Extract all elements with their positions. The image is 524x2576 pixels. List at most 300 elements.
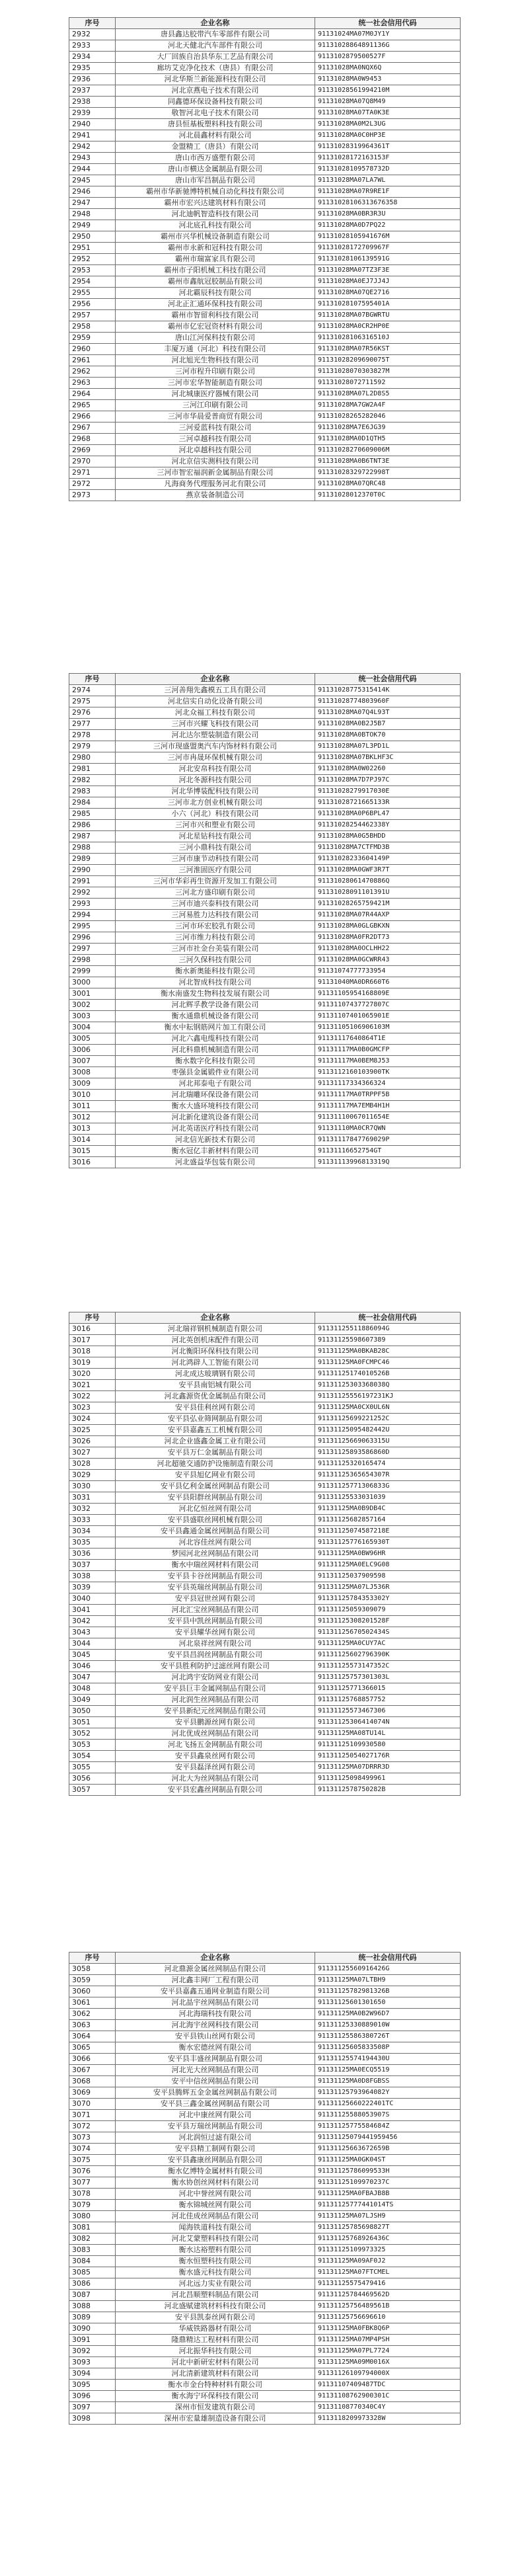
company-name: 三河市康节动科技有限公司 (116, 854, 315, 865)
company-name: 闻海铁道科技有限公司 (116, 2222, 315, 2234)
company-name: 河北飞扬五金网制品有限公司 (116, 1740, 315, 1751)
company-name: 霸州市永新和冠科技有限公司 (116, 243, 315, 254)
credit-code: 91131125MA0CX0UL6N (315, 1402, 461, 1414)
credit-code: 91131028319964361T (315, 141, 461, 153)
table-row (69, 1033, 461, 1045)
credit-code: 9113118209973328W (315, 2413, 461, 2425)
table-row (69, 164, 461, 175)
company-name: 安平县万仁金属制品有限公司 (116, 1447, 315, 1459)
table-row (69, 1414, 461, 1425)
company-name: 安平中信丝网制品有限公司 (116, 2076, 315, 2087)
credit-code: 91131108762900301C (315, 2391, 461, 2402)
row-index: 3052 (69, 1728, 116, 1740)
company-name: 三河江印刷有限公司 (116, 400, 315, 411)
credit-code: 91131117MA0TRPPF5B (315, 1090, 461, 1101)
row-index: 2960 (69, 344, 116, 355)
table-row (69, 1695, 461, 1706)
table-row (69, 786, 461, 797)
row-index: 2979 (69, 741, 116, 752)
company-name: 安平县新纪元丝网制品有限公司 (116, 1706, 315, 1717)
row-index: 2972 (69, 479, 116, 490)
row-index: 3005 (69, 1033, 116, 1045)
credit-code: 91131125786099533H (315, 2166, 461, 2177)
company-name: 霸州市子阳机械工科技有限公司 (116, 265, 315, 276)
row-index: 2965 (69, 400, 116, 411)
company-name: 安平县腾辉五金金属丝网制品有限公司 (116, 2087, 315, 2099)
row-index: 3040 (69, 1593, 116, 1605)
table-row (69, 2290, 461, 2301)
table-row (69, 988, 461, 1000)
company-name: 唐县恒基板塑料科技有限公司 (116, 119, 315, 130)
company-name: 三河市现盛盟奥汽车内饰材料有限公司 (116, 741, 315, 752)
company-name: 安平县英瑞丝网制品有限公司 (116, 1582, 315, 1593)
credit-code: 9113102879500527F (315, 52, 461, 63)
company-name: 安平县阳群丝网制品有限公司 (116, 1492, 315, 1504)
credit-code: 91131028MA07BKLHF3C (315, 752, 461, 764)
row-index: 3086 (69, 2278, 116, 2290)
company-name: 河北光大丝网制品有限公司 (116, 2065, 315, 2076)
credit-code: 91131125771366015 (315, 1683, 461, 1695)
credit-code: 91131110067011654E (315, 1112, 461, 1123)
credit-code: 91131028775315414K (315, 685, 461, 696)
credit-code: 91131028MA0W02260 (315, 764, 461, 775)
table-row (69, 2301, 461, 2312)
table-row (69, 1616, 461, 1627)
table-row (69, 775, 461, 786)
credit-code: 91131125308201528F (315, 1616, 461, 1627)
row-index: 3050 (69, 1706, 116, 1717)
table-row (69, 265, 461, 276)
credit-code: 91131028012370T0C (315, 490, 461, 501)
row-index: 3087 (69, 2290, 116, 2301)
row-index: 3074 (69, 2144, 116, 2155)
table-row (69, 220, 461, 231)
table-row (69, 809, 461, 820)
row-index: 2940 (69, 119, 116, 130)
row-index: 3011 (69, 1101, 116, 1112)
table-row (69, 865, 461, 876)
company-name: 三河易胜力达科技有限公司 (116, 910, 315, 921)
row-index: 3041 (69, 1605, 116, 1616)
row-index: 2957 (69, 310, 116, 321)
row-index: 3048 (69, 1683, 116, 1695)
table-row (69, 1964, 461, 1975)
credit-code: 91131125MA09AF0J2 (315, 2256, 461, 2267)
credit-code: 91131116652754GT (315, 1146, 461, 1157)
company-name: 安平县丰盛丝网制品有限公司 (116, 2054, 315, 2065)
row-index: 2977 (69, 719, 116, 730)
company-name: 衡水中瑞丝网材料有限公司 (116, 1560, 315, 1571)
row-index: 2963 (69, 378, 116, 389)
row-index: 3073 (69, 2132, 116, 2144)
credit-code: 91131125511886094G (315, 1324, 461, 1335)
credit-code: 91131125109970237C (315, 2177, 461, 2189)
company-name: 大厂回族自治县华东工艺品有限公司 (116, 52, 315, 63)
company-name: 河北盛赋建筑材料科技有限公司 (116, 2301, 315, 2312)
row-index: 2966 (69, 411, 116, 423)
table-row (69, 1537, 461, 1549)
company-name: 安平县磊泽丝网有限公司 (116, 1762, 315, 1773)
table-row (69, 1425, 461, 1436)
company-name: 霸州市亿宏冠资材料有限公司 (116, 321, 315, 333)
row-index: 3031 (69, 1492, 116, 1504)
company-name: 河北晶宇丝网制品有限公司 (116, 1997, 315, 2009)
credit-code: 91131125756489561B (315, 2301, 461, 2312)
company-name: 河北正汇通环保科技有限公司 (116, 299, 315, 310)
table-row (69, 1481, 461, 1492)
table-row (69, 411, 461, 423)
row-index: 2955 (69, 288, 116, 299)
table-row (69, 944, 461, 955)
table-row (69, 741, 461, 752)
table-row (69, 1549, 461, 1560)
table-row (69, 2166, 461, 2177)
table-row (69, 85, 461, 97)
company-name: 河北达尔塑装制造有限公司 (116, 730, 315, 741)
table-row (69, 243, 461, 254)
table-row (69, 1650, 461, 1661)
table-row (69, 175, 461, 186)
table-row (69, 74, 461, 85)
company-name: 河北远力实业有限公司 (116, 2278, 315, 2290)
row-index: 3032 (69, 1504, 116, 1515)
company-name: 河北优成丝网制品有限公司 (116, 1728, 315, 1740)
column-header-index: 序号 (69, 1312, 116, 1324)
table-row (69, 1661, 461, 1672)
row-index: 3061 (69, 1997, 116, 2009)
row-index: 2954 (69, 276, 116, 288)
credit-code: 91131028MA07Q8M49 (315, 97, 461, 108)
company-name: 唐山江河保科技有限公司 (116, 333, 315, 344)
credit-code: 91131028MA0EJ7JJ4J (315, 276, 461, 288)
company-name: 河北六鑫电缆科技有限公司 (116, 1033, 315, 1045)
table-row (69, 310, 461, 321)
row-index: 3082 (69, 2234, 116, 2245)
row-index: 2991 (69, 876, 116, 887)
credit-code: 91131028MA07LA7WL (315, 175, 461, 186)
credit-code: 91131125782981326B (315, 1986, 461, 1997)
company-name: 河北佳成丝网制品有限公司 (116, 2211, 315, 2222)
column-header-company-name: 企业名称 (116, 1312, 315, 1324)
table-row (69, 97, 461, 108)
company-table-page-2 (69, 673, 461, 1168)
company-name: 衡水南盛发生物科技发展有限公司 (116, 988, 315, 1000)
company-name: 河北中誉丝网有限公司 (116, 2189, 315, 2200)
table-row (69, 1067, 461, 1078)
company-name: 三河市智宏福润新金属制品有限公司 (116, 467, 315, 479)
credit-code: 91131028MA07QRC48 (315, 479, 461, 490)
table-row (69, 40, 461, 52)
company-name: 安平县鹏源丝网有限公司 (116, 1717, 315, 1728)
credit-code: 91131028106316510J (315, 333, 461, 344)
row-index: 2941 (69, 130, 116, 141)
credit-code: 91131125556197231KJ (315, 1391, 461, 1402)
table-row (69, 1045, 461, 1056)
credit-code: 91131113996813319Q (315, 1157, 461, 1168)
row-index: 2967 (69, 423, 116, 434)
company-name: 安平县卡谷丝网制品有限公司 (116, 1571, 315, 1582)
table-row (69, 2009, 461, 2020)
credit-code: 91131028MA07BGWRTU (315, 310, 461, 321)
company-name: 河北鸿宇安防网业有限公司 (116, 1672, 315, 1683)
credit-code: 91131028070303827M (315, 366, 461, 378)
company-name: 衡水中耘钢筋网片加工有限公司 (116, 1022, 315, 1033)
row-index: 2956 (69, 299, 116, 310)
credit-code: 91131125MA0D8FGBSS (315, 2076, 461, 2087)
table-row (69, 2200, 461, 2211)
company-name: 深州市宏量雄制造设备有限公司 (116, 2413, 315, 2425)
company-name: 敬智河北电子技术有限公司 (116, 108, 315, 119)
credit-code: 91131028MA0CR2HP0E (315, 321, 461, 333)
credit-code: 91131125MA0ELC9G08 (315, 1560, 461, 1571)
row-index: 2970 (69, 456, 116, 467)
row-index: 3007 (69, 1056, 116, 1067)
credit-code: 91131125785698827T (315, 2222, 461, 2234)
company-name: 三河市维力科技有限公司 (116, 932, 315, 944)
row-index: 3016 (69, 1157, 116, 1168)
row-index: 2934 (69, 52, 116, 63)
row-index: 3020 (69, 1369, 116, 1380)
table-row (69, 445, 461, 456)
table-row (69, 1975, 461, 1986)
credit-code: 91131125575479416 (315, 2278, 461, 2290)
row-index: 3047 (69, 1672, 116, 1683)
table-row (69, 797, 461, 809)
row-index: 2943 (69, 153, 116, 164)
table-row (69, 2267, 461, 2278)
table-row (69, 1470, 461, 1481)
company-name: 衡水宏德丝网有限公司 (116, 2042, 315, 2054)
credit-code: 91131125MA07FTCMEL (315, 2267, 461, 2278)
company-name: 河北华博装配科技有限公司 (116, 786, 315, 797)
table-row (69, 1335, 461, 1346)
table-row (69, 2065, 461, 2076)
credit-code: 91131125037909598 (315, 1571, 461, 1582)
company-name: 三河市冉晟环保机械有限公司 (116, 752, 315, 764)
table-row (69, 2042, 461, 2054)
company-name: 河北泉祥丝网有限公司 (116, 1638, 315, 1650)
credit-code: 91131028MA0D1QTH5 (315, 434, 461, 445)
company-name: 河北华斯兰新能源科技有限公司 (116, 74, 315, 85)
credit-code: 91131028MA0C0HP3E (315, 130, 461, 141)
row-index: 2976 (69, 707, 116, 719)
company-name: 三河市社金台美装有限公司 (116, 944, 315, 955)
credit-code: 91131117MA0BEM8J53 (315, 1056, 461, 1067)
table-row (69, 1346, 461, 1357)
row-index: 2947 (69, 198, 116, 209)
table-row (69, 1056, 461, 1067)
company-table-page-4 (69, 1952, 461, 2425)
credit-code: 91131125768926436C (315, 2234, 461, 2245)
row-index: 2998 (69, 955, 116, 966)
row-index: 2973 (69, 490, 116, 501)
company-name: 安平县中凯丝网制品有限公司 (116, 1616, 315, 1627)
row-index: 2984 (69, 797, 116, 809)
company-name: 衡水大盛环境科技有限公司 (116, 1101, 315, 1112)
company-name: 河北容佳丝网有限公司 (116, 1537, 315, 1549)
table-row (69, 333, 461, 344)
credit-code: 91131125756696610 (315, 2312, 461, 2323)
table-row (69, 842, 461, 854)
credit-code: 91131024MA07M0JY1Y (315, 29, 461, 40)
table-row (69, 1717, 461, 1728)
row-index: 2990 (69, 865, 116, 876)
column-header-index: 序号 (69, 1952, 116, 1964)
credit-code: 91131125670502434S (315, 1627, 461, 1638)
table-row (69, 707, 461, 719)
table-row (69, 921, 461, 932)
company-name: 河北汇宝丝网制品有限公司 (116, 1605, 315, 1616)
credit-code: 91131028MA07TZ3F3E (315, 265, 461, 276)
table-row (69, 910, 461, 921)
credit-code: 91131028MA07Q4L93T (315, 707, 461, 719)
row-index: 2995 (69, 921, 116, 932)
company-name: 安平县旭亿网业有限公司 (116, 1470, 315, 1481)
credit-code: 91131125893586860D (315, 1447, 461, 1459)
table-row (69, 434, 461, 445)
table-row (69, 1391, 461, 1402)
row-index: 2980 (69, 752, 116, 764)
credit-code: 91131117847769029P (315, 1135, 461, 1146)
company-name: 河北京信实测科技有限公司 (116, 456, 315, 467)
table-row (69, 2312, 461, 2323)
table-row (69, 977, 461, 988)
credit-code: 91131028209690075T (315, 355, 461, 366)
credit-code: 91131125MA0BW96HR (315, 1549, 461, 1560)
company-table-page-1 (69, 17, 461, 501)
row-index: 3066 (69, 2054, 116, 2065)
company-name: 衡水数字化科技有限公司 (116, 1056, 315, 1067)
company-name: 河北海宇丝网科技有限公司 (116, 2020, 315, 2031)
company-name: 三河卓越科技有限公司 (116, 434, 315, 445)
row-index: 2942 (69, 141, 116, 153)
credit-code: 91131125095482442U (315, 1425, 461, 1436)
credit-code: 91131028329722998T (315, 467, 461, 479)
company-name: 河北京燕电子技术有限公司 (116, 85, 315, 97)
table-row (69, 899, 461, 910)
company-name: 同鑫德环保设备科技有限公司 (116, 97, 315, 108)
credit-code: 91131028MA0B2J5B7 (315, 719, 461, 730)
credit-code: 91131125MA08TU14L (315, 1728, 461, 1740)
credit-code: 91131125602796390K (315, 1650, 461, 1661)
table-row (69, 186, 461, 198)
table-row (69, 2380, 461, 2391)
credit-code: 91131105106906103M (315, 1022, 461, 1033)
table-row (69, 1135, 461, 1146)
credit-code: 91131028MA0GLGBKXN (315, 921, 461, 932)
credit-code: 91131125MA0FCMPC46 (315, 1357, 461, 1369)
row-index: 2939 (69, 108, 116, 119)
credit-code: 91131110MA0CR7QWN (315, 1123, 461, 1135)
table-row (69, 1123, 461, 1135)
credit-code: 91131125757301303L (315, 1672, 461, 1683)
credit-code: 91131117640864T1E (315, 1033, 461, 1045)
credit-code: 91131125660222401TC (315, 2099, 461, 2110)
credit-code: 91131028MA0FR2DT73 (315, 932, 461, 944)
table-row (69, 1078, 461, 1090)
table-row (69, 955, 461, 966)
row-index: 3060 (69, 1986, 116, 1997)
row-index: 2994 (69, 910, 116, 921)
credit-code: 91131125574194430U (315, 2054, 461, 2065)
row-index: 2949 (69, 220, 116, 231)
table-row (69, 1683, 461, 1695)
row-index: 2933 (69, 40, 116, 52)
table-row (69, 1447, 461, 1459)
credit-code: 91131028106139591G (315, 254, 461, 265)
row-index: 2974 (69, 685, 116, 696)
table-row (69, 2076, 461, 2087)
company-name: 衡水亿博特金属材料有限公司 (116, 2166, 315, 2177)
credit-code: 91131125573147352C (315, 1661, 461, 1672)
company-name: 小六（河北）科技有限公司 (116, 809, 315, 820)
row-index: 3054 (69, 1751, 116, 1762)
credit-code: 91131028MA0OCLHH22 (315, 944, 461, 955)
table-row (69, 1492, 461, 1504)
company-name: 廊坊艾克净化技术（唐县）有限公司 (116, 63, 315, 74)
row-index: 2946 (69, 186, 116, 198)
row-index: 3038 (69, 1571, 116, 1582)
company-name: 河北智成科技有限公司 (116, 977, 315, 988)
table-row (69, 1638, 461, 1650)
table-header-row (69, 1312, 461, 1324)
credit-code: 91131125MA07LJSH9 (315, 2211, 461, 2222)
table-row (69, 2099, 461, 2110)
company-name: 河北众福工科技有限公司 (116, 707, 315, 719)
table-row (69, 2177, 461, 2189)
company-name: 河北晨鑫材料有限公司 (116, 130, 315, 141)
row-index: 3029 (69, 1470, 116, 1481)
company-name: 深州市恒发建筑有限公司 (116, 2402, 315, 2413)
credit-code: 91131125059309079 (315, 1605, 461, 1616)
row-index: 2950 (69, 231, 116, 243)
table-row (69, 119, 461, 130)
company-name: 河北信实自动化设备有限公司 (116, 696, 315, 707)
row-index: 3056 (69, 1773, 116, 1785)
credit-code: 91131125079441959456 (315, 2132, 461, 2144)
company-name: 安平县万瑞丝网制品有限公司 (116, 2121, 315, 2132)
company-name: 衡水冠亿丰新材料有限公司 (116, 1146, 315, 1157)
company-name: 燕京装备制造公司 (116, 490, 315, 501)
company-name: 三河善翔先鑫模五工具有限公司 (116, 685, 315, 696)
credit-code: 91131028265282046 (315, 411, 461, 423)
row-index: 3015 (69, 1146, 116, 1157)
row-index: 3055 (69, 1762, 116, 1773)
company-name: 河北邦泰电子有限公司 (116, 1078, 315, 1090)
company-name: 河北振华科技有限公司 (116, 2346, 315, 2357)
row-index: 3081 (69, 2222, 116, 2234)
credit-code: 91131125174010526B (315, 1369, 461, 1380)
row-index: 2982 (69, 775, 116, 786)
credit-code: 91131105954168809E (315, 988, 461, 1000)
credit-code: 91131028MA0BTOK70 (315, 730, 461, 741)
table-row (69, 276, 461, 288)
credit-code: 91131125320165474 (315, 1459, 461, 1470)
credit-code: 91131028MA0GCWRR43 (315, 955, 461, 966)
row-index: 3021 (69, 1380, 116, 1391)
row-index: 2958 (69, 321, 116, 333)
credit-code: 91131125699221252C (315, 1414, 461, 1425)
table-row (69, 1402, 461, 1414)
table-row (69, 288, 461, 299)
table-row (69, 1515, 461, 1526)
row-index: 3042 (69, 1616, 116, 1627)
row-index: 3083 (69, 2245, 116, 2256)
credit-code: 91131125MA0FBK8Q6P (315, 2323, 461, 2335)
company-name: 三河市迪兴泰科技有限公司 (116, 899, 315, 910)
row-index: 3059 (69, 1975, 116, 1986)
table-row (69, 1706, 461, 1717)
